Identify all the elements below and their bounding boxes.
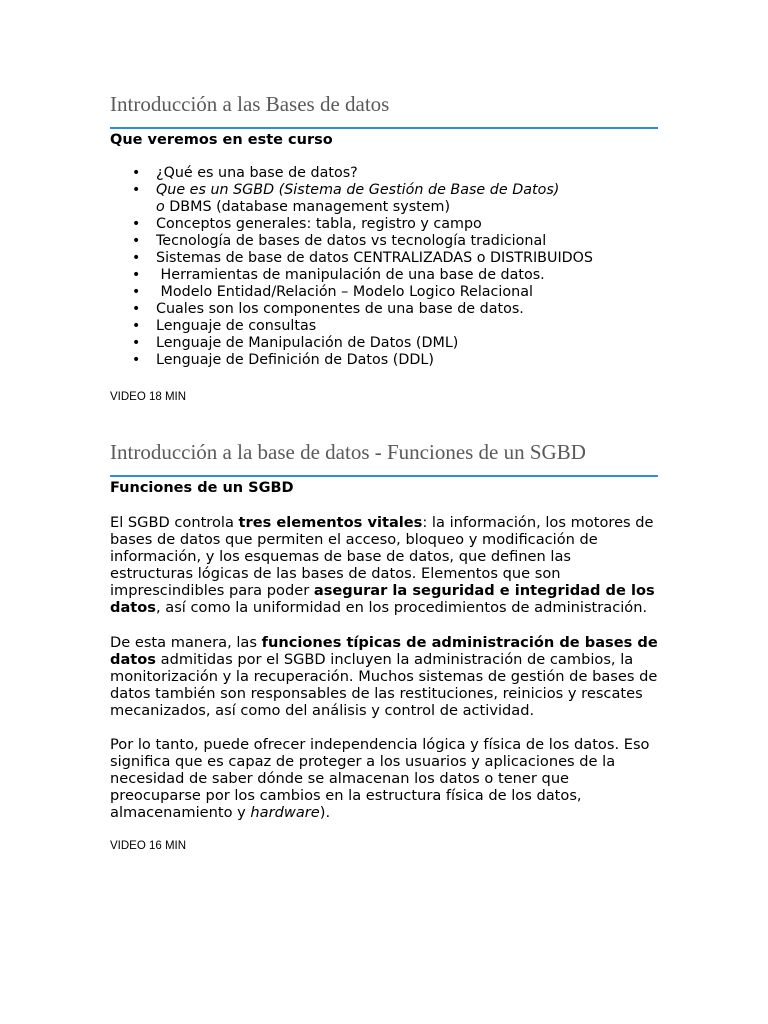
list-item-text: o: [156, 199, 165, 215]
bullet-icon: •: [132, 284, 141, 300]
list-item: [110, 335, 658, 352]
list-item-text: Cuales son los componentes de una base de datos.: [156, 301, 524, 317]
video-duration-label: VIDEO 16 MIN: [110, 839, 187, 852]
section-intro-bases-de-datos: [110, 91, 658, 403]
list-item: [110, 318, 658, 335]
bullet-icon: •: [132, 335, 141, 351]
section-subheading: Que veremos en este curso: [110, 132, 333, 148]
list-item-text: Sistemas de base de datos CENTRALIZADAS o DISTRIBUIDOS: [156, 250, 594, 266]
bullet-icon: •: [132, 233, 141, 249]
section-heading: Introducción a las Bases de datos: [110, 92, 390, 116]
list-item: [110, 165, 658, 182]
section-heading: Introducción a la base de datos - Funciones de un SGBD: [110, 440, 586, 464]
paragraph-text: : la información, los motores de bases de datos que permiten el acceso, bloqueo y modificación de información, y los esquemas de base de datos, que definen las estructuras lógicas de las bases de datos. Elementos que son imprescindibles para poder: [110, 514, 654, 600]
paragraph-italic-text: hardware: [250, 804, 320, 822]
list-item-text: DBMS (database management system): [164, 199, 451, 215]
paragraph-text: El SGBD controla: [110, 514, 239, 531]
paragraph-text: Por lo tanto, puede ofrecer independencia lógica y física de los datos. Eso significa que es capaz de proteger a los usuarios y aplicaciones de la necesidad de saber dónde se almacenan los datos o tener que preocuparse por los cambios en la estructura física de los datos, almacenamiento y: [110, 736, 650, 822]
paragraph-text: De esta manera, las: [110, 633, 262, 651]
list-item: [110, 267, 658, 284]
list-item-text: Herramientas de manipulación de una base de datos.: [156, 267, 545, 283]
heading-divider: [110, 475, 658, 477]
paragraph-text: ).: [319, 804, 331, 822]
list-item: [110, 352, 658, 369]
list-item: [110, 284, 658, 301]
course-topics-list: [110, 165, 658, 369]
bullet-icon: •: [132, 267, 141, 283]
bullet-icon: •: [132, 301, 141, 317]
list-item-text: Lenguaje de Definición de Datos (DDL): [156, 352, 434, 368]
list-item: [110, 301, 658, 318]
list-item-text: Conceptos generales: tabla, registro y campo: [156, 216, 482, 232]
list-item: [110, 250, 658, 267]
section-subheading: Funciones de un SGBD: [110, 480, 294, 496]
bullet-icon: •: [132, 182, 141, 198]
bullet-icon: •: [132, 165, 141, 181]
paragraph: [110, 514, 658, 617]
paragraph-text: , así como la uniformidad en los procedimientos de administración.: [155, 599, 648, 617]
video-duration-label: VIDEO 18 MIN: [110, 391, 187, 403]
list-item: [110, 216, 658, 233]
paragraph: [110, 736, 658, 821]
bullet-icon: •: [132, 318, 141, 334]
list-item-text: Tecnología de bases de datos vs tecnología tradicional: [156, 233, 547, 249]
section-funciones-sgbd: [110, 439, 658, 852]
bullet-icon: •: [132, 250, 141, 266]
paragraph-text: admitidas por el SGBD incluyen la administración de cambios, la monitorización y la recuperación. Muchos sistemas de gestión de bases de datos también son responsables de las restituciones, reinicios y rescates mecanizados, así como del análisis y control de actividad.: [110, 650, 658, 719]
bullet-icon: •: [132, 216, 141, 232]
list-item-text: ¿Qué es una base de datos?: [156, 165, 358, 181]
paragraph: [110, 634, 658, 719]
list-item: [110, 182, 658, 216]
paragraph-bold-text: asegurar la seguridad e integridad de los datos: [110, 582, 655, 617]
list-item-text: Modelo Entidad/Relación – Modelo Logico Relacional: [156, 284, 533, 300]
heading-divider: [110, 127, 658, 129]
list-item-text: Que es un SGBD (Sistema de Gestión de Base de Datos): [156, 182, 560, 198]
paragraph-bold-text: tres elementos vitales: [238, 514, 423, 531]
bullet-icon: •: [132, 352, 141, 368]
list-item-text: Lenguaje de consultas: [156, 318, 317, 334]
list-item-text: Lenguaje de Manipulación de Datos (DML): [156, 335, 459, 351]
paragraph-bold-text: funciones típicas de administración de bases de datos: [110, 633, 658, 668]
list-item: [110, 233, 658, 250]
